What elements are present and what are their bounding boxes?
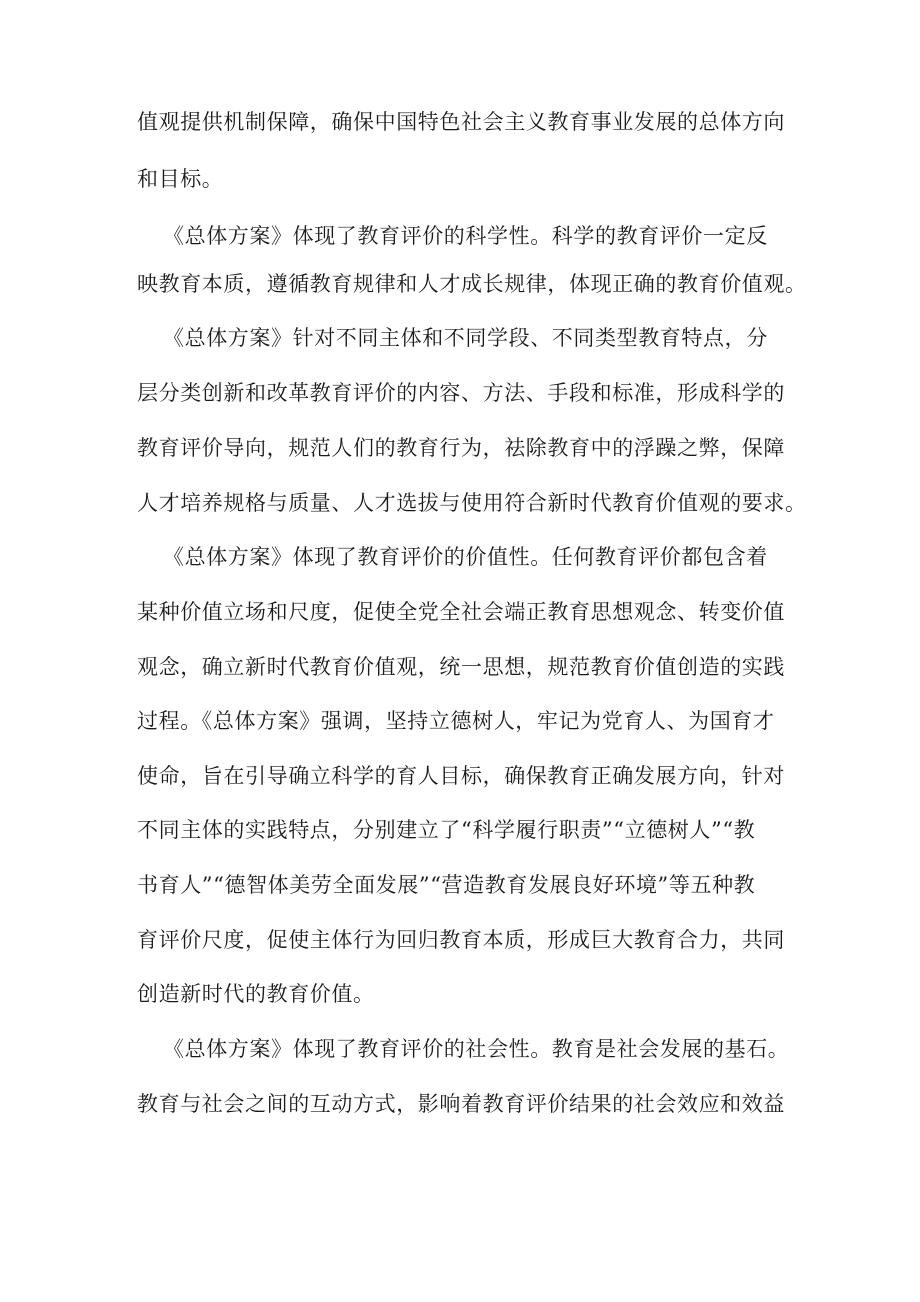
text-line: 育评价尺度，促使主体行为回归教育本质，形成巨大教育合力，共同 (137, 928, 785, 952)
text-line: 人才培养规格与质量、人才选拔与使用符合新时代教育价值观的要求。 (137, 491, 807, 515)
text-line: 和目标。 (137, 167, 224, 191)
text-line: 创造新时代的教育价值。 (137, 982, 375, 1006)
paragraph-first-line: 《总体方案》针对不同主体和不同学段、不同类型教育特点，分 (163, 326, 768, 350)
text-line: 映教育本质，遵循教育规律和人才成长规律，体现正确的教育价值观。 (137, 272, 807, 296)
paragraph-first-line: 《总体方案》体现了教育评价的社会性。教育是社会发展的基石。 (163, 1037, 790, 1061)
text-line: 不同主体的实践特点，分别建立了“科学履行职责”“立德树人”“教 (137, 818, 756, 842)
text-line: 值观提供机制保障，确保中国特色社会主义教育事业发展的总体方向 (137, 110, 785, 134)
paragraph-first-line: 《总体方案》体现了教育评价的科学性。科学的教育评价一定反 (163, 224, 768, 248)
text-line: 过程。《总体方案》强调，坚持立德树人，牢记为党育人、为国育才 (137, 709, 775, 733)
text-line: 教育与社会之间的互动方式，影响着教育评价结果的社会效应和效益 (137, 1092, 785, 1116)
text-line: 使命，旨在引导确立科学的育人目标，确保教育正确发展方向，针对 (137, 764, 785, 788)
paragraph-first-line: 《总体方案》体现了教育评价的价值性。任何教育评价都包含着 (163, 545, 768, 569)
text-line: 某种价值立场和尺度，促使全党全社会端正教育思想观念、转变价值 (137, 600, 785, 624)
text-line: 书育人”“德智体美劳全面发展”“营造教育发展良好环境”等五种教 (137, 873, 756, 897)
text-line: 观念，确立新时代教育价值观，统一思想，规范教育价值创造的实践 (137, 655, 785, 679)
text-line: 层分类创新和改革教育评价的内容、方法、手段和标准，形成科学的 (137, 381, 785, 405)
text-line: 教育评价导向，规范人们的教育行为，祛除教育中的浮躁之弊，保障 (137, 436, 785, 460)
